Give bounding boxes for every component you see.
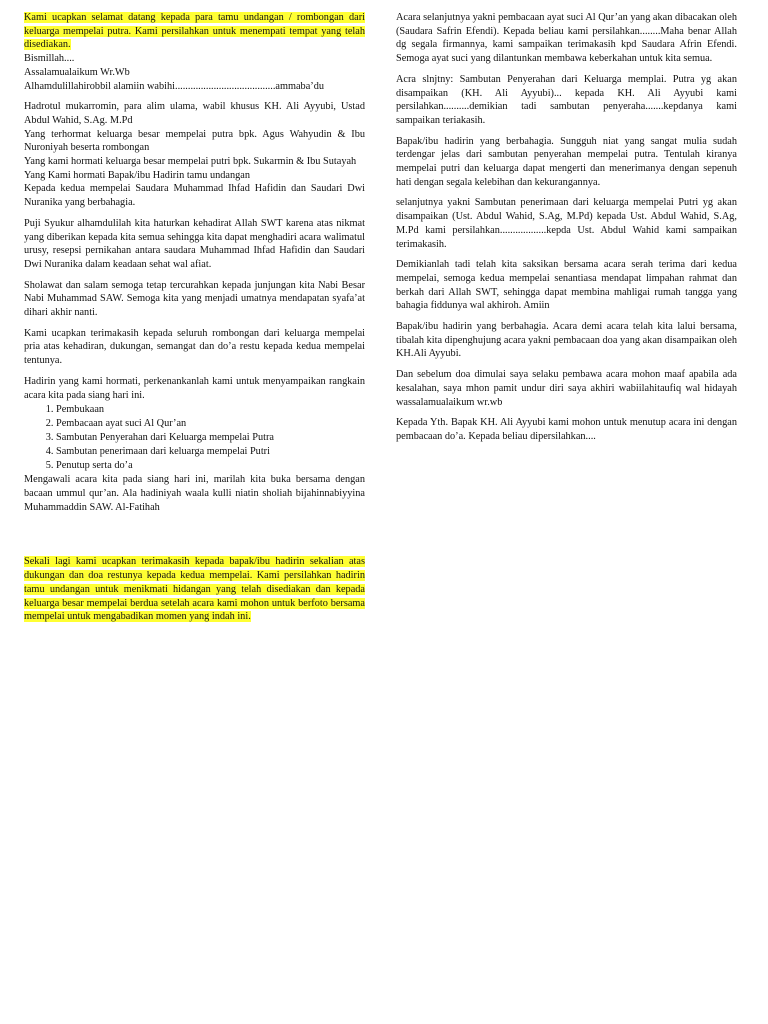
closing-prayer-paragraph: Kepada Yth. Bapak KH. Ali Ayyubi kami mohon untuk menutup acara ini dengan pembacaan do’a. Kepada beliau dipersilahkan....: [396, 417, 737, 442]
opening-paragraph: Mengawali acara kita pada siang hari ini, marilah kita buka bersama dengan bacaan ummul qur’an. Ala hadiniyah waala kulli niatin sholiah bijahinnabiyyina Muhammaddin SAW. Al-Fatihah: [24, 474, 365, 513]
agenda-item: 5. Penutup serta do’a: [56, 459, 365, 473]
bismillah-line: Bismillah....: [24, 53, 75, 65]
gratitude-paragraph: Puji Syukur alhamdulilah kita haturkan kehadirat Allah SWT karena atas nikmat yang diberikan kepada kita semua sehingga kita dapat menghadiri acara walimatul urusy, resepsi pernikahan antara saudara Muhammad Ihfad Hafidin dan Saudari Dwi Nuranika dalam keadaan sehat wal afiat.: [24, 217, 365, 270]
agenda-item: 1. Pembukaan: [56, 403, 365, 417]
thanks-paragraph: Kami ucapkan terimakasih kepada seluruh rombongan dari keluarga mempelai pria atas kehadiran, dukungan, semangat dan do’a restu kepada kedua mempelai tentunya.: [24, 327, 365, 367]
quran-reading-paragraph: Acara selanjutnya yakni pembacaan ayat suci Al Qur’an yang akan dibacakan oleh (Saudara Safrin Efendi). Kepada beliau kami persilahkan........Maha benar Allah dg segala firmannya, kami sampaikan terimakasih kpd Saudara Afrin Efendi. Semoga ayat suci yang dilantunkan membawa keberkahan untuk kita semua.: [396, 12, 737, 65]
agenda-item: 3. Sambutan Penyerahan dari Keluarga mempelai Putra: [56, 431, 365, 445]
prayer-intro-paragraph: Bapak/ibu hadirin yang berbahagia. Acara demi acara telah kita lalui bersama, tibalah kita dipenghujung acara yakni pembacaan doa yang akan disampaikan oleh KH.Ali Ayyubi.: [396, 321, 737, 360]
blank-space: [24, 521, 365, 555]
greeting-family-bride: Yang kami hormati keluarga besar mempelai putri bpk. Sukarmin & Ibu Sutayah: [24, 156, 357, 168]
acceptance-speech-paragraph: selanjutnya yakni Sambutan penerimaan dari keluarga mempelai Putri yg akan disampaikan (Ust. Abdul Wahid, S.Ag, M.Pd) kepada Ust. Abdul Wahid, S.Ag, M.Pd kami persilahkan..................kepda Ust. Abdul Wahid kami sampaikan terimakasih.: [396, 197, 737, 250]
agenda-item: 2. Pembacaan ayat suci Al Qur’an: [56, 417, 365, 431]
highlighted-welcome-text: Kami ucapkan selamat datang kepada para tamu undangan / rombongan dari keluarga mempelai putra. Kami persilahkan untuk menempati tempat yang telah disediakan.: [24, 12, 365, 51]
greeting-family-groom: Yang terhormat keluarga besar mempelai putra bpk. Agus Wahyudin & Ibu Nuroniyah beserta rombongan: [24, 128, 365, 154]
greeting-guests: Yang Kami hormati Bapak/ibu Hadirin tamu undangan: [24, 169, 251, 181]
hadrotul-paragraph: Hadrotul mukarromin, para alim ulama, wabil khusus KH. Ali Ayyubi, Ustad Abdul Wahid, S.Ag. M.Pd: [24, 101, 365, 126]
highlighted-closing-text: Sekali lagi kami ucapkan terimakasih kepada bapak/ibu hadirin sekalian atas dukungan dan doa restunya kepada kedua mempelai. Kami persilahkan hadirin tamu undangan untuk menikmati hidangan yang telah disediakan dan kepada keluarga besar mempelai berdua setelah acara kami mohon untuk berfoto bersama mempelai untuk mengabadikan momen yang indah ini.: [24, 556, 365, 623]
agenda-intro: Hadirin yang kami hormati, perkenankanlah kami untuk menyampaikan rangkain acara kita pada siang hari ini.: [24, 375, 365, 401]
handover-speech-paragraph: Acra slnjtny: Sambutan Penyerahan dari Keluarga memplai. Putra yg akan disampaikan (KH. Ali Ayyubi)... kepada KH. Ali Ayyubi kami persilahkan..........demikian tadi sambutan penyeraha.......kepdanya kami sampaikan teriakasih.: [396, 73, 737, 126]
agenda-list: [24, 403, 365, 473]
blessing-paragraph: Bapak/ibu hadirin yang berbahagia. Sungguh niat yang sangat mulia sudah terdengar jelas dari sambutan penyerahan mempelai putra. Tentulah kiranya mempelai putri dan keluarga dapat mengerti dan menerimanya dengan sepenuh hati dengan segala kelebihan dan kekurangannya.: [396, 135, 737, 188]
closing-paragraph: [24, 555, 365, 624]
welcome-paragraph: [24, 11, 365, 52]
right-column: [396, 11, 737, 451]
sholawat-paragraph: Sholawat dan salam semoga tetap tercurahkan kepada junjungan kita Nabi Besar Nabi Muhammad SAW. Semoga kita yang menjadi umatnya mendapatan syafa’at dihari akhir nanti.: [24, 279, 365, 319]
greeting-couple: Kepada kedua mempelai Saudara Muhammad Ihfad Hafidin dan Saudari Dwi Nuranika yang berbahagia.: [24, 183, 365, 209]
left-column: [24, 11, 365, 631]
witness-paragraph: Demikianlah tadi telah kita saksikan bersama acara serah terima dari kedua mempelai, semoga kedua mempelai senantiasa mendapat limpahan rahmat dan berkah dari Allah SWT, sehingga dapat membina mahligai rumah tangga yang bahagia fiddunya wal akhiroh. Amiin: [396, 259, 737, 312]
salam-line: Assalamualaikum Wr.Wb: [24, 66, 130, 78]
hamdalah-line: Alhamdulillahirobbil alamiin wabihi.......................................ammaba’du: [24, 80, 324, 92]
agenda-item: 4. Sambutan penerimaan dari keluarga mempelai Putri: [56, 445, 365, 459]
apology-paragraph: Dan sebelum doa dimulai saya selaku pembawa acara mohon maaf apabila ada kesalahan, saya mhon pamit undur diri saya akhiri wabiilahitaufiq wal hidayah wassalamualaikum wr.wb: [396, 369, 737, 408]
